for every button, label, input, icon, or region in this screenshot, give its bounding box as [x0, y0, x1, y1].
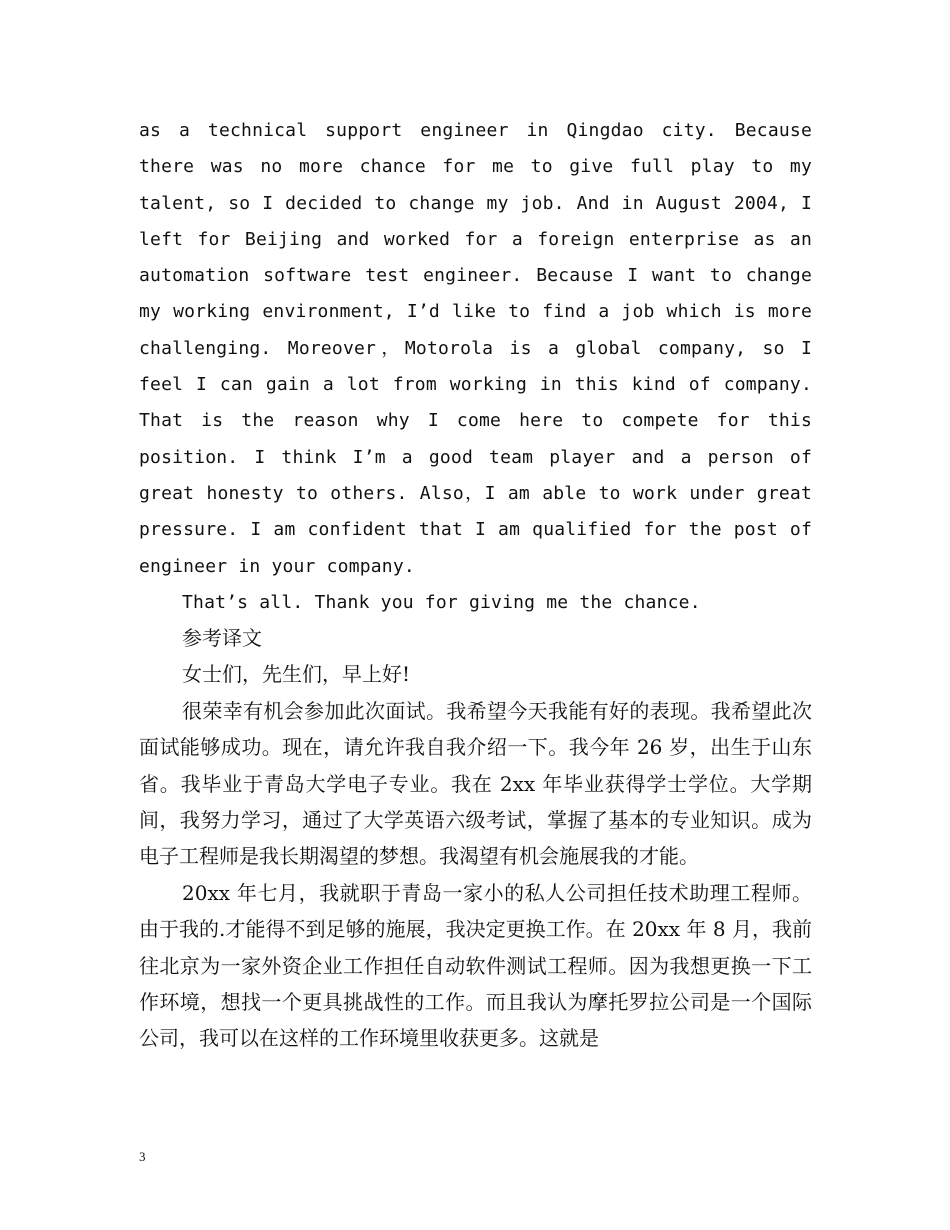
english-paragraph-continued: as a technical support engineer in Qingdao city. Because there was no more chance for me to give full play to my talent, so I decided to change my job. And in August 2004, I left for Beijing and worked for a foreign enterprise as an automation software test engineer. Because I want to change my working environment, I’d like to find a job which is more challenging. Moreover，Motorola is a global company, so I feel I can gain a lot from working in this kind of company. That is the reason why I come here to compete for this position. I think I’m a good team player and a person of great honesty to others. Also，I am able to work under great pressure. I am confident that I am qualified for the post of engineer in your company.	[139, 120, 812, 577]
english-text-block	[139, 113, 812, 621]
english-paragraph-closing: That’s all. Thank you for giving me the chance.	[182, 591, 701, 613]
translation-heading: 参考译文	[182, 626, 262, 650]
chinese-text-block	[139, 620, 812, 1057]
page-number: 3	[139, 1149, 146, 1164]
chinese-paragraph-introduction: 很荣幸有机会参加此次面试。我希望今天我能有好的表现。我希望此次面试能够成功。现在，请允许我自我介绍一下。我今年 26 岁，出生于山东省。我毕业于青岛大学电子专业。我在 2xx 年毕业获得学士学位。大学期间，我努力学习，通过了大学英语六级考试，掌握了基本的专业知识。成为电子工程师是我长期渴望的梦想。我渴望有机会施展我的才能。	[139, 698, 812, 869]
chinese-paragraph-work-history: 20xx 年七月，我就职于青岛一家小的私人公司担任技术助理工程师。由于我的.才能得不到足够的施展，我决定更换工作。在 20xx 年 8 月，我前往北京为一家外资企业工作担任自动软件测试工程师。因为我想更换一下工作环境，想找一个更具挑战性的工作。而且我认为摩托罗拉公司是一个国际公司，我可以在这样的工作环境里收获更多。这就是	[139, 880, 812, 1051]
chinese-paragraph-greeting: 女士们，先生们，早上好!	[182, 662, 411, 687]
